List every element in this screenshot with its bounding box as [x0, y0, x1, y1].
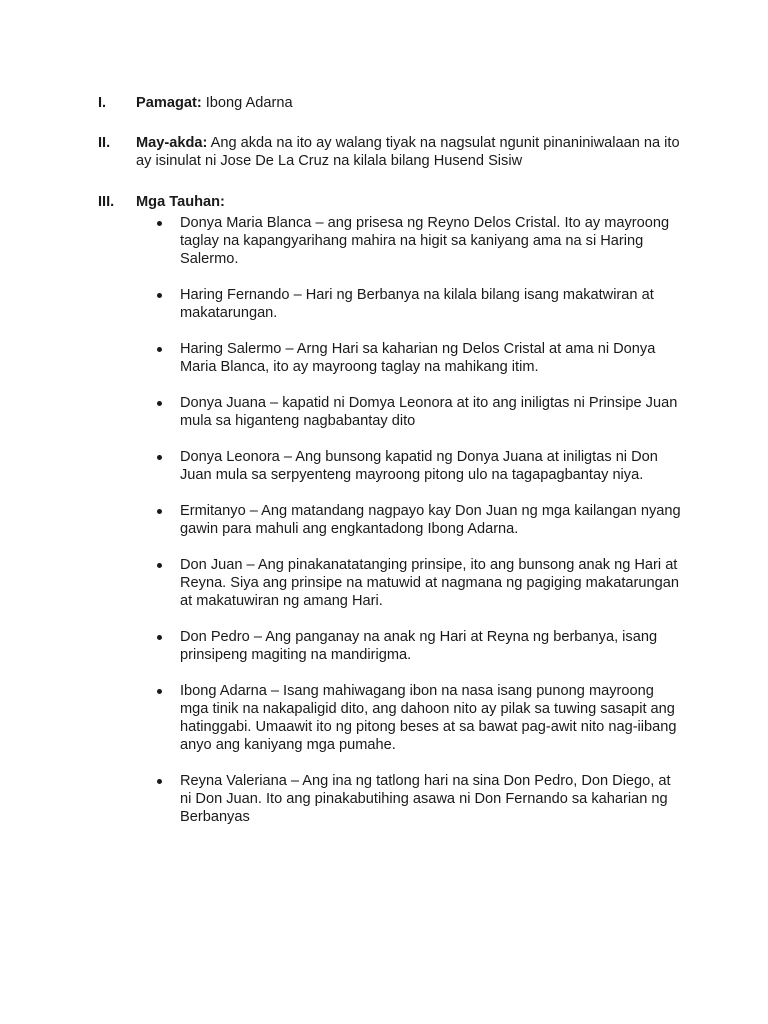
list-item-text: Don Pedro – Ang panganay na anak ng Hari at Reyna ng berbanya, isang prinsipeng magiting na mandirigma.	[180, 629, 658, 663]
list-item-text: Ermitanyo – Ang matandang nagpayo kay Don Juan ng mga kailangan nyang gawin para mahuli ang engkantadong Ibong Adarna.	[180, 503, 681, 537]
bullet-icon	[157, 635, 162, 640]
list-item	[136, 214, 684, 268]
bullet-icon	[157, 779, 162, 784]
section-text: Ang akda na ito ay walang tiyak na nagsulat ngunit pinaniniwalaan na ito ay isinulat ni Jose De La Cruz na kilala bilang Husend Sisiw	[136, 135, 680, 169]
section-label: Mga Tauhan:	[136, 194, 225, 210]
bullet-icon	[157, 293, 162, 298]
section-body	[136, 193, 684, 211]
list-item	[136, 772, 684, 826]
section-numeral: III.	[98, 194, 115, 210]
list-item-text: Don Juan – Ang pinakanatatanging prinsipe, ito ang bunsong anak ng Hari at Reyna. Siya ang prinsipe na matuwid at nagmana ng pagiging makatarungan at makatuwiran ng amang Hari.	[180, 557, 679, 609]
list-item-text: Donya Juana – kapatid ni Domya Leonora at ito ang iniligtas ni Prinsipe Juan mula sa higanteng nagbabantay dito	[180, 395, 678, 429]
section-label: May-akda:	[136, 135, 208, 151]
list-item	[136, 340, 684, 376]
list-item-text: Reyna Valeriana – Ang ina ng tatlong hari na sina Don Pedro, Don Diego, at ni Don Juan. Ito ang pinakabutihing asawa ni Don Fernando sa kaharian ng Berbanyas	[180, 773, 671, 825]
list-item	[136, 286, 684, 322]
section-body	[136, 134, 684, 170]
character-list	[136, 214, 684, 844]
bullet-icon	[157, 455, 162, 460]
list-item	[136, 394, 684, 430]
bullet-icon	[157, 689, 162, 694]
list-item	[136, 628, 684, 664]
bullet-icon	[157, 563, 162, 568]
list-item-text: Donya Leonora – Ang bunsong kapatid ng Donya Juana at iniligtas ni Don Juan mula sa serpyenteng mayroong pitong ulo na tagapagbantay niya.	[180, 449, 658, 483]
list-item-text: Haring Salermo – Arng Hari sa kaharian ng Delos Cristal at ama ni Donya Maria Blanca, ito ay mayroong taglay na mahikang itim.	[180, 341, 656, 375]
list-item-text: Haring Fernando – Hari ng Berbanya na kilala bilang isang makatwiran at makatarungan.	[180, 287, 654, 321]
section-numeral: I.	[98, 95, 107, 111]
section-label: Pamagat:	[136, 95, 202, 111]
bullet-icon	[157, 221, 162, 226]
section-numeral: II.	[98, 135, 111, 151]
list-item	[136, 556, 684, 610]
section-body	[136, 94, 684, 112]
section-text: Ibong Adarna	[201, 95, 293, 111]
bullet-icon	[157, 509, 162, 514]
list-item	[136, 448, 684, 484]
list-item	[136, 682, 684, 754]
list-item-text: Donya Maria Blanca – ang prisesa ng Reyno Delos Cristal. Ito ay mayroong taglay na kapangyarihang mahira na higit sa kaniyang ama na si Haring Salermo.	[180, 215, 670, 267]
bullet-icon	[157, 401, 162, 406]
list-item	[136, 502, 684, 538]
bullet-icon	[157, 347, 162, 352]
list-item-text: Ibong Adarna – Isang mahiwagang ibon na nasa isang punong mayroong mga tinik na nakapaligid dito, ang dahoon nito ay pilak sa tuwing sasapit ang hatinggabi. Umaawit ito ng pitong beses at sa bawat pag-awit nito nag-iibang anyo ang kaniyang mga pumahe.	[180, 683, 677, 753]
